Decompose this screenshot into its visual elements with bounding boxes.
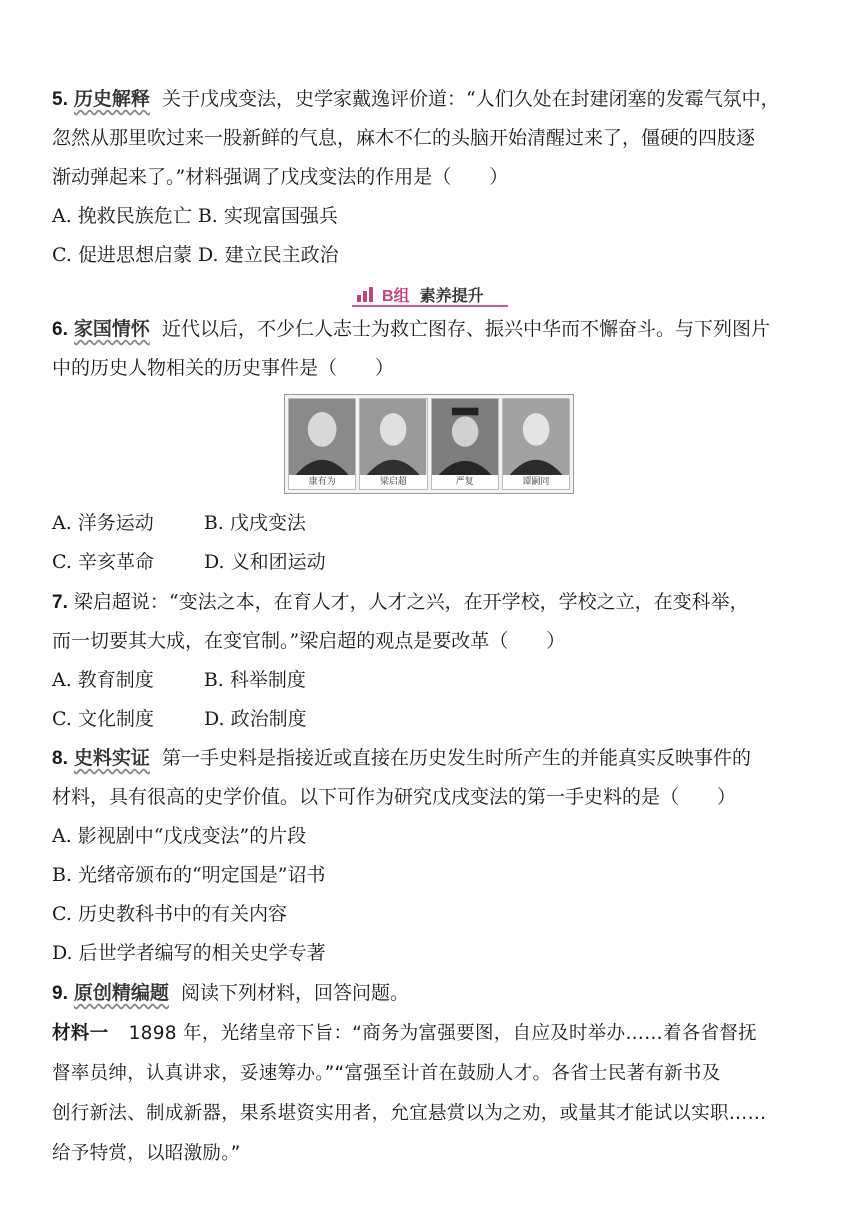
q7-option-b: B. 科举制度 [203,669,306,691]
section-banner [352,283,508,307]
portrait-image [360,399,426,475]
q6-option-row-2 [52,549,820,575]
q6-option-d: D. 义和团运动 [203,551,326,573]
section-title: 素养提升 [419,287,484,305]
portrait-image [503,399,569,475]
photo-caption: 谭嗣同 [522,477,550,487]
material-line-4: 给予特赏，以昭激励。” [52,1143,241,1164]
q6-number: 6. [52,319,68,340]
q7-option-d: D. 政治制度 [203,708,307,730]
q7-option-row-2 [52,706,820,732]
photo-caption: 严复 [455,477,474,487]
q6-text-1: 近代以后，不少仁人志士为救亡图存、振兴中华而不懈奋斗。与下列图片 [161,318,770,340]
material-text-1: 1898 年，光绪皇帝下旨：“商务为富强要图，自应及时举办……着各省督抚 [128,1023,757,1044]
q5-option-row-2: C. 促进思想启蒙 D. 建立民主政治 [52,244,339,266]
q8-option-c: C. 历史教科书中的有关内容 [52,903,287,925]
portrait-kang-youwei [288,398,356,490]
q7-text-1: 梁启超说：“变法之本，在育人才，人才之兴，在开学校，学校之立，在变科举， [73,591,749,613]
portrait-strip [284,394,574,494]
q5-tag: 历史解释 [73,89,150,110]
q9-number: 9. [52,983,68,1004]
q7-number: 7. [52,592,68,613]
section-mark: B组 [382,287,410,305]
q8-tag: 史料实证 [73,748,150,769]
q7-option-a: A. 教育制度 [52,669,154,691]
bar-chart-icon [356,285,376,303]
photo-caption: 梁启超 [379,477,407,487]
q7-option-c: C. 文化制度 [52,708,154,730]
q9-line-1 [52,980,820,1007]
q8-option-a: A. 影视剧中“戊戌变法”的片段 [52,825,307,847]
portrait-tan-sitong [502,398,570,490]
q9-text: 阅读下列材料，回答问题。 [180,982,409,1004]
q5-option-row-1: A. 挽救民族危亡 B. 实现富国强兵 [52,205,338,227]
material-line-1 [52,1021,820,1047]
material-line-3: 创行新法、制成新器，果系堪资实用者，允宜悬赏以为之劝，或量其才能试以实职…… [52,1103,767,1124]
q8-line-2: 材料，具有很高的史学价值。以下可作为研究戊戌变法的第一手史料的是（ ） [52,786,737,808]
photo-caption: 康有为 [308,477,336,487]
q6-option-row-1 [52,510,820,536]
q5-line-3: 渐动弹起来了。”材料强调了戊戌变法的作用是（ ） [52,166,509,188]
q8-line-1 [52,745,820,772]
q6-option-c: C. 辛亥革命 [52,551,154,573]
q8-option-d: D. 后世学者编写的相关史学专著 [52,942,326,964]
q6-option-b: B. 戊戌变法 [203,512,306,534]
material-label: 材料一 [52,1023,109,1044]
material-line-2: 督率员绅，认真讲求，妥速筹办。”“富强至计首在鼓励人才。各省士民著有新书及 [52,1063,721,1084]
q5-line-1 [52,86,820,113]
portrait-image [289,399,355,475]
q6-line-1 [52,316,820,343]
q6-line-2: 中的历史人物相关的历史事件是（ ） [52,357,395,379]
q5-text-1: 关于戊戌变法，史学家戴逸评价道：“人们久处在封建闭塞的发霉气氛中， [161,88,780,110]
q6-option-a: A. 洋务运动 [52,512,154,534]
portrait-yan-fu [431,398,499,490]
q8-option-b: B. 光绪帝颁布的“明定国是”诏书 [52,864,326,886]
q6-tag: 家国情怀 [73,319,150,340]
q9-tag: 原创精编题 [73,983,169,1004]
q5-line-2: 忽然从那里吹过来一股新鲜的气息，麻木不仁的头脑开始清醒过来了，僵硬的四肢逐 [52,127,756,149]
q7-option-row-1 [52,667,820,693]
q8-number: 8. [52,748,68,769]
q8-text-1: 第一手史料是指接近或直接在历史发生时所产生的并能真实反映事件的 [161,747,751,769]
q5-number: 5. [52,89,68,110]
portrait-liang-qichao [359,398,427,490]
q7-line-2: 而一切要其大成，在变官制。”梁启超的观点是要改革（ ） [52,630,566,652]
portrait-image [432,399,498,475]
q7-line-1 [52,589,820,616]
